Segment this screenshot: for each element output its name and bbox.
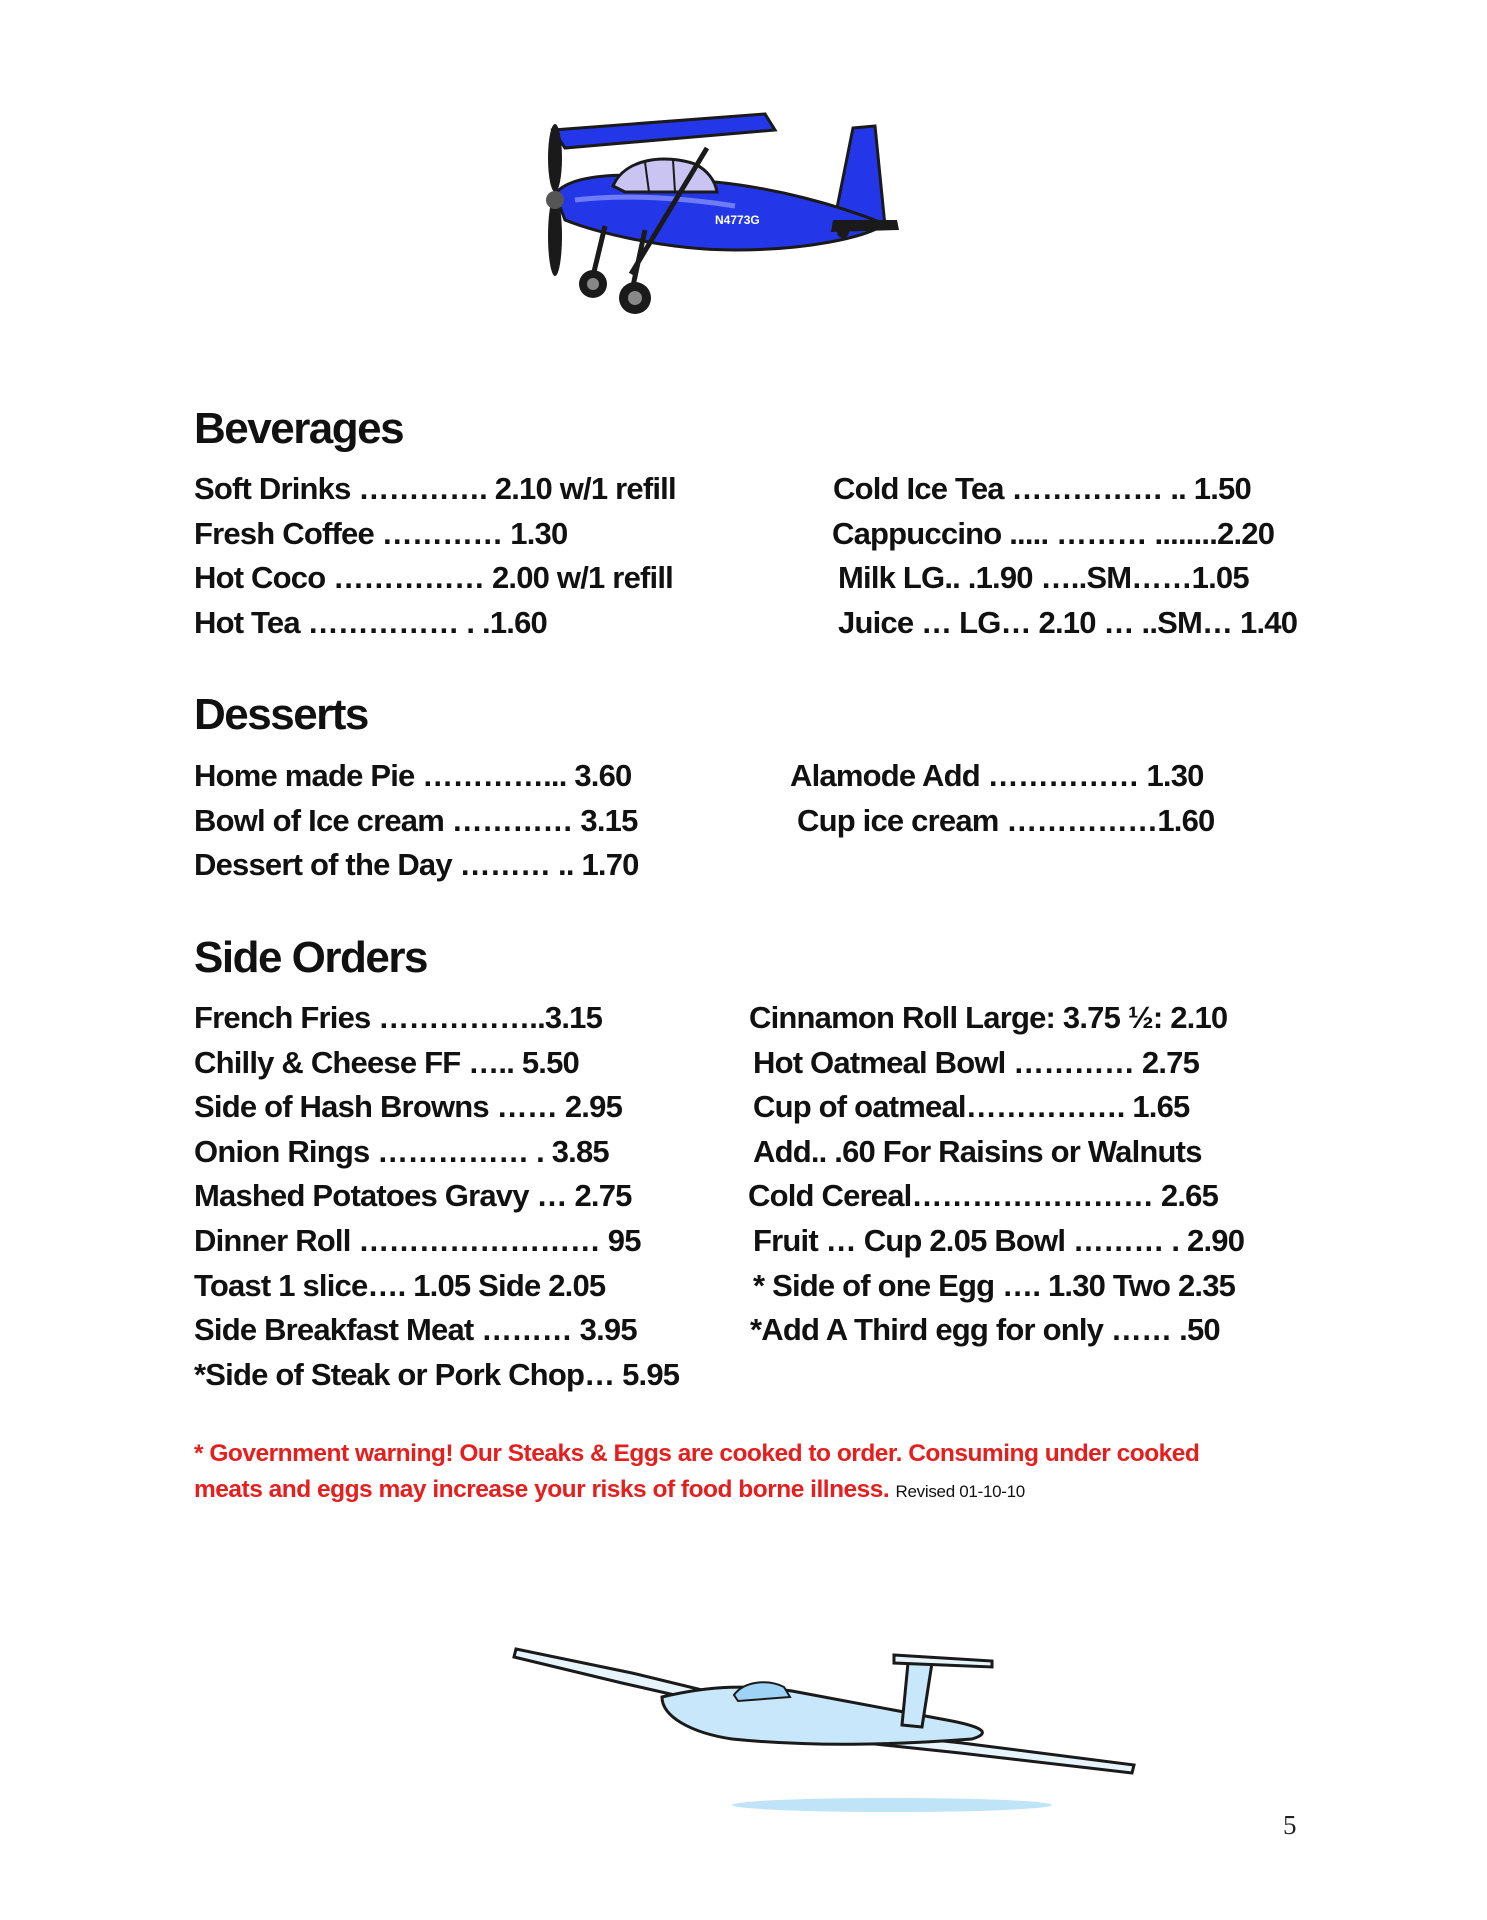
menu-item: Cinnamon Roll Large: 3.75 ½: 2.10: [749, 1000, 1228, 1035]
menu-item: Juice … LG… 2.10 … ..SM… 1.40: [838, 605, 1298, 640]
menu-item: Bowl of Ice cream ………… 3.15: [194, 803, 638, 838]
menu-item: Cappuccino ..... ……… ........2.20: [832, 516, 1275, 551]
menu-item: Cup ice cream ……………1.60: [797, 803, 1215, 838]
menu-item: Chilly & Cheese FF ….. 5.50: [194, 1045, 579, 1080]
menu-item: Cup of oatmeal……………. 1.65: [753, 1089, 1190, 1124]
beverages-heading: Beverages: [194, 404, 404, 453]
menu-item: * Side of one Egg …. 1.30 Two 2.35: [753, 1268, 1236, 1303]
menu-item: Hot Coco …………… 2.00 w/1 refill: [194, 560, 673, 595]
menu-item: Side of Hash Browns …… 2.95: [194, 1089, 623, 1124]
menu-item: Soft Drinks …………. 2.10 w/1 refill: [194, 471, 676, 506]
menu-item: Onion Rings …………… . 3.85: [194, 1134, 609, 1169]
desserts-heading: Desserts: [194, 690, 368, 739]
food-safety-warning: [194, 1436, 1274, 1510]
menu-item: Side Breakfast Meat ……… 3.95: [194, 1312, 637, 1347]
menu-item: Home made Pie …………... 3.60: [194, 758, 632, 793]
menu-item: Cold Cereal…………………… 2.65: [748, 1178, 1219, 1213]
menu-item: Dinner Roll …………………… 95: [194, 1223, 641, 1258]
menu-item: *Add A Third egg for only …… .50: [750, 1312, 1220, 1347]
menu-item: Cold Ice Tea …………… .. 1.50: [833, 471, 1251, 506]
menu-item: French Fries ……………..3.15: [194, 1000, 603, 1035]
aircraft-registration: N4773G: [715, 213, 760, 227]
menu-item: Hot Oatmeal Bowl ………… 2.75: [753, 1045, 1200, 1080]
menu-item: Toast 1 slice…. 1.05 Side 2.05: [194, 1268, 606, 1303]
glider-illustration: [512, 1635, 1142, 1820]
menu-item: *Side of Steak or Pork Chop… 5.95: [194, 1357, 680, 1392]
menu-item: Mashed Potatoes Gravy … 2.75: [194, 1178, 632, 1213]
revised-date: Revised 01-10-10: [895, 1482, 1025, 1501]
menu-item: Milk LG.. .1.90 …..SM……1.05: [838, 560, 1249, 595]
side-orders-heading: Side Orders: [194, 933, 427, 982]
menu-item: Dessert of the Day ……… .. 1.70: [194, 847, 639, 882]
menu-item: Fruit … Cup 2.05 Bowl ……… . 2.90: [753, 1223, 1245, 1258]
page-number: 5: [1283, 1810, 1297, 1840]
menu-item: Alamode Add …………… 1.30: [790, 758, 1204, 793]
menu-item: Fresh Coffee ………… 1.30: [194, 516, 568, 551]
menu-item: Add.. .60 For Raisins or Walnuts: [753, 1134, 1202, 1169]
menu-item: Hot Tea …………… . .1.60: [194, 605, 547, 640]
warning-text: * Government warning! Our Steaks & Eggs are cooked to order. Consuming under cooked meats and eggs may increase your risks of food borne illness.: [194, 1440, 1200, 1503]
airplane-illustration: [535, 108, 905, 323]
